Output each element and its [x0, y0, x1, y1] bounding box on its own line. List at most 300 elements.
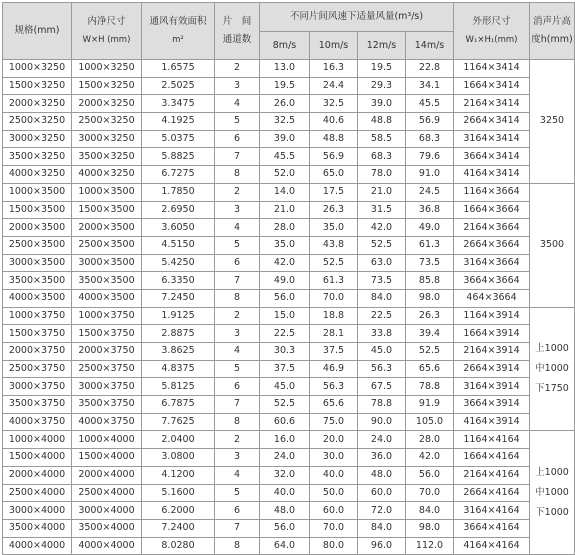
table-row: [3, 502, 575, 520]
cell-flow-12: 52.5: [358, 236, 406, 254]
cell-area: 2.8875: [142, 325, 215, 343]
cell-flow-10: 20.0: [310, 431, 358, 449]
table-row: [3, 289, 575, 307]
cell-blades: 2: [215, 60, 260, 78]
cell-spec: 3000×4000: [3, 502, 72, 520]
cell-area: 3.3475: [142, 95, 215, 113]
cell-flow-10: 35.0: [310, 219, 358, 237]
cell-height-group: [530, 60, 575, 184]
cell-inner-size: 4000×3250: [72, 166, 142, 184]
cell-blades: 5: [215, 360, 260, 378]
cell-inner-size: 3500×3250: [72, 148, 142, 166]
cell-flow-8: 64.0: [260, 537, 310, 555]
header-inner-size-sub: W×H (mm): [82, 35, 131, 45]
cell-spec: 3000×3250: [3, 130, 72, 148]
table-row: [3, 484, 575, 502]
cell-flow-14: 56.0: [406, 466, 454, 484]
cell-spec: 2000×3500: [3, 219, 72, 237]
cell-area: 5.8825: [142, 148, 215, 166]
cell-spec: 4000×3250: [3, 166, 72, 184]
cell-inner-size: 3500×3750: [72, 396, 142, 414]
cell-area: 4.1200: [142, 466, 215, 484]
cell-area: 6.7875: [142, 396, 215, 414]
header-outer-size-sub: W₁×H₁(mm): [465, 35, 518, 45]
cell-blades: 6: [215, 502, 260, 520]
cell-flow-12: 48.8: [358, 113, 406, 131]
cell-flow-12: 72.0: [358, 502, 406, 520]
cell-flow-12: 96.0: [358, 537, 406, 555]
table-row: [3, 60, 575, 78]
cell-flow-10: 70.0: [310, 519, 358, 537]
header-speed-10: 10m/s: [310, 32, 358, 60]
header-speed-8: 8m/s: [260, 32, 310, 60]
cell-flow-12: 68.3: [358, 148, 406, 166]
cell-area: 6.7275: [142, 166, 215, 184]
cell-spec: 4000×3500: [3, 289, 72, 307]
cell-flow-10: 52.5: [310, 254, 358, 272]
cell-flow-14: 68.3: [406, 130, 454, 148]
cell-inner-size: 1500×3250: [72, 77, 142, 95]
cell-area: 1.7850: [142, 183, 215, 201]
cell-flow-12: 22.5: [358, 307, 406, 325]
cell-flow-10: 65.0: [310, 166, 358, 184]
cell-spec: 2500×3500: [3, 236, 72, 254]
cell-outer-size: 3164×4164: [454, 502, 530, 520]
cell-inner-size: 3000×4000: [72, 502, 142, 520]
cell-flow-8: 45.5: [260, 148, 310, 166]
cell-flow-14: 112.0: [406, 537, 454, 555]
cell-flow-14: 61.3: [406, 236, 454, 254]
cell-flow-14: 22.8: [406, 60, 454, 78]
cell-flow-8: 19.5: [260, 77, 310, 95]
cell-flow-8: 52.5: [260, 396, 310, 414]
cell-flow-12: 84.0: [358, 289, 406, 307]
cell-area: 4.1925: [142, 113, 215, 131]
table-row: [3, 378, 575, 396]
cell-flow-12: 63.0: [358, 254, 406, 272]
cell-spec: 3000×3500: [3, 254, 72, 272]
cell-inner-size: 4000×4000: [72, 537, 142, 555]
cell-flow-10: 65.6: [310, 396, 358, 414]
cell-blades: 8: [215, 166, 260, 184]
cell-area: 4.5150: [142, 236, 215, 254]
cell-height-group: [530, 431, 575, 555]
cell-flow-12: 39.0: [358, 95, 406, 113]
cell-flow-10: 40.6: [310, 113, 358, 131]
cell-inner-size: 2000×3250: [72, 95, 142, 113]
cell-flow-12: 45.0: [358, 343, 406, 361]
cell-flow-12: 84.0: [358, 519, 406, 537]
cell-outer-size: 3164×3664: [454, 254, 530, 272]
cell-outer-size: 2164×3664: [454, 219, 530, 237]
cell-flow-14: 79.6: [406, 148, 454, 166]
cell-outer-size: 464×3664: [454, 289, 530, 307]
cell-outer-size: 3164×3914: [454, 378, 530, 396]
height-line: 下1750: [535, 383, 569, 395]
cell-area: 1.6575: [142, 60, 215, 78]
cell-spec: 2500×3250: [3, 113, 72, 131]
cell-spec: 2000×3250: [3, 95, 72, 113]
cell-flow-10: 61.3: [310, 272, 358, 290]
cell-blades: 4: [215, 343, 260, 361]
cell-blades: 7: [215, 272, 260, 290]
cell-flow-10: 24.4: [310, 77, 358, 95]
cell-flow-12: 36.0: [358, 449, 406, 467]
cell-outer-size: 1664×3664: [454, 201, 530, 219]
cell-area: 2.0400: [142, 431, 215, 449]
cell-outer-size: 4164×3414: [454, 166, 530, 184]
header-blades-label: 片 间: [222, 16, 252, 27]
cell-flow-8: 30.3: [260, 343, 310, 361]
table-row: [3, 519, 575, 537]
cell-area: 7.2450: [142, 289, 215, 307]
cell-blades: 2: [215, 431, 260, 449]
cell-inner-size: 1500×3500: [72, 201, 142, 219]
header-height-sub: 度h(mm): [531, 34, 573, 45]
cell-spec: 1500×3500: [3, 201, 72, 219]
cell-flow-14: 52.5: [406, 343, 454, 361]
cell-flow-10: 30.0: [310, 449, 358, 467]
cell-flow-14: 49.0: [406, 219, 454, 237]
cell-flow-8: 48.0: [260, 502, 310, 520]
cell-outer-size: 2164×4164: [454, 466, 530, 484]
cell-spec: 1500×4000: [3, 449, 72, 467]
height-line: 下1000: [535, 506, 569, 518]
cell-flow-8: 16.0: [260, 431, 310, 449]
cell-inner-size: 1000×3750: [72, 307, 142, 325]
cell-outer-size: 1164×3414: [454, 60, 530, 78]
cell-flow-8: 56.0: [260, 519, 310, 537]
cell-area: 5.0375: [142, 130, 215, 148]
cell-blades: 2: [215, 183, 260, 201]
cell-spec: 3500×3500: [3, 272, 72, 290]
cell-flow-10: 80.0: [310, 537, 358, 555]
cell-outer-size: 2164×3914: [454, 343, 530, 361]
cell-flow-8: 39.0: [260, 130, 310, 148]
cell-blades: 3: [215, 325, 260, 343]
cell-outer-size: 2664×3414: [454, 113, 530, 131]
cell-flow-8: 45.0: [260, 378, 310, 396]
cell-flow-10: 56.9: [310, 148, 358, 166]
cell-area: 1.9125: [142, 307, 215, 325]
cell-spec: 1000×4000: [3, 431, 72, 449]
cell-blades: 6: [215, 254, 260, 272]
table-body: [3, 60, 575, 555]
table-row: [3, 360, 575, 378]
table-row: [3, 95, 575, 113]
cell-flow-14: 36.8: [406, 201, 454, 219]
cell-flow-12: 90.0: [358, 413, 406, 431]
table-row: [3, 396, 575, 414]
cell-spec: 3500×4000: [3, 519, 72, 537]
cell-flow-8: 40.0: [260, 484, 310, 502]
header-area-unit: m²: [172, 35, 184, 45]
cell-area: 5.4250: [142, 254, 215, 272]
cell-area: 2.6950: [142, 201, 215, 219]
cell-spec: 1500×3250: [3, 77, 72, 95]
cell-spec: 2500×3750: [3, 360, 72, 378]
cell-flow-8: 24.0: [260, 449, 310, 467]
cell-flow-14: 105.0: [406, 413, 454, 431]
cell-blades: 7: [215, 396, 260, 414]
cell-area: 4.8375: [142, 360, 215, 378]
cell-flow-12: 48.0: [358, 466, 406, 484]
height-line: 中1000: [535, 363, 569, 375]
spec-table: [2, 2, 575, 555]
cell-outer-size: 3664×4164: [454, 519, 530, 537]
cell-flow-8: 37.5: [260, 360, 310, 378]
cell-outer-size: 3164×3414: [454, 130, 530, 148]
cell-outer-size: 1664×3914: [454, 325, 530, 343]
cell-flow-8: 56.0: [260, 289, 310, 307]
cell-area: 8.0280: [142, 537, 215, 555]
cell-flow-14: 98.0: [406, 289, 454, 307]
cell-flow-14: 65.6: [406, 360, 454, 378]
cell-flow-14: 70.0: [406, 484, 454, 502]
cell-flow-14: 56.9: [406, 113, 454, 131]
cell-spec: 3500×3250: [3, 148, 72, 166]
header-speed-12: 12m/s: [358, 32, 406, 60]
cell-flow-14: 24.5: [406, 183, 454, 201]
cell-inner-size: 4000×3500: [72, 289, 142, 307]
cell-area: 7.7625: [142, 413, 215, 431]
cell-blades: 3: [215, 449, 260, 467]
cell-flow-14: 84.0: [406, 502, 454, 520]
cell-flow-10: 50.0: [310, 484, 358, 502]
cell-flow-12: 33.8: [358, 325, 406, 343]
cell-flow-10: 32.5: [310, 95, 358, 113]
cell-flow-14: 78.8: [406, 378, 454, 396]
cell-flow-10: 40.0: [310, 466, 358, 484]
cell-flow-12: 19.5: [358, 60, 406, 78]
cell-inner-size: 3000×3250: [72, 130, 142, 148]
cell-flow-10: 48.8: [310, 130, 358, 148]
cell-area: 6.3350: [142, 272, 215, 290]
table-row: [3, 236, 575, 254]
cell-outer-size: 2164×3414: [454, 95, 530, 113]
table-row: [3, 307, 575, 325]
table-row: [3, 130, 575, 148]
cell-inner-size: 2000×3500: [72, 219, 142, 237]
header-spec: [3, 3, 72, 60]
cell-flow-10: 75.0: [310, 413, 358, 431]
table-row: [3, 466, 575, 484]
table-row: [3, 148, 575, 166]
table-row: [3, 431, 575, 449]
cell-flow-8: 35.0: [260, 236, 310, 254]
cell-outer-size: 3664×3914: [454, 396, 530, 414]
header-area-label: 通风有效面积: [149, 16, 207, 27]
cell-flow-8: 21.0: [260, 201, 310, 219]
cell-inner-size: 1000×3500: [72, 183, 142, 201]
cell-spec: 4000×3750: [3, 413, 72, 431]
header-outer-size-label: 外形尺寸: [472, 16, 511, 27]
height-line: 中1000: [535, 486, 569, 498]
height-line: 3500: [539, 239, 565, 251]
cell-outer-size: 1164×4164: [454, 431, 530, 449]
cell-flow-10: 18.8: [310, 307, 358, 325]
cell-area: 7.2400: [142, 519, 215, 537]
cell-inner-size: 1000×4000: [72, 431, 142, 449]
height-line: 上1000: [535, 343, 569, 355]
cell-outer-size: 4164×3914: [454, 413, 530, 431]
cell-outer-size: 2664×4164: [454, 484, 530, 502]
cell-flow-12: 21.0: [358, 183, 406, 201]
cell-height-group: [530, 307, 575, 431]
cell-blades: 7: [215, 519, 260, 537]
cell-flow-14: 28.0: [406, 431, 454, 449]
header-speed-14: 14m/s: [406, 32, 454, 60]
cell-flow-8: 15.0: [260, 307, 310, 325]
header-airflow-group: [260, 3, 454, 32]
cell-inner-size: 2500×3500: [72, 236, 142, 254]
cell-flow-12: 60.0: [358, 484, 406, 502]
cell-flow-8: 60.6: [260, 413, 310, 431]
cell-flow-8: 28.0: [260, 219, 310, 237]
table-row: [3, 254, 575, 272]
cell-spec: 2000×4000: [3, 466, 72, 484]
cell-flow-8: 32.5: [260, 113, 310, 131]
table-row: [3, 113, 575, 131]
header-inner-size-label: 内净尺寸: [87, 16, 126, 27]
cell-flow-12: 73.5: [358, 272, 406, 290]
cell-height-group: [530, 183, 575, 307]
cell-flow-14: 73.5: [406, 254, 454, 272]
cell-flow-14: 91.0: [406, 166, 454, 184]
cell-inner-size: 1500×4000: [72, 449, 142, 467]
cell-blades: 5: [215, 113, 260, 131]
header-airflow-label: 不同片间风速下适量风量(m³/s): [289, 11, 424, 22]
table-row: [3, 77, 575, 95]
cell-blades: 4: [215, 219, 260, 237]
cell-area: 6.2000: [142, 502, 215, 520]
cell-blades: 3: [215, 201, 260, 219]
cell-spec: 3500×3750: [3, 396, 72, 414]
cell-outer-size: 1664×4164: [454, 449, 530, 467]
cell-inner-size: 3000×3750: [72, 378, 142, 396]
cell-flow-8: 22.5: [260, 325, 310, 343]
cell-flow-12: 56.3: [358, 360, 406, 378]
cell-flow-14: 91.9: [406, 396, 454, 414]
cell-outer-size: 1164×3914: [454, 307, 530, 325]
cell-flow-14: 85.8: [406, 272, 454, 290]
cell-outer-size: 4164×4164: [454, 537, 530, 555]
cell-area: 3.8625: [142, 343, 215, 361]
cell-flow-8: 49.0: [260, 272, 310, 290]
cell-spec: 1500×3750: [3, 325, 72, 343]
cell-spec: 1000×3750: [3, 307, 72, 325]
cell-flow-12: 78.8: [358, 396, 406, 414]
cell-flow-12: 31.5: [358, 201, 406, 219]
cell-flow-10: 16.3: [310, 60, 358, 78]
table-row: [3, 201, 575, 219]
cell-flow-12: 58.5: [358, 130, 406, 148]
cell-inner-size: 2500×3250: [72, 113, 142, 131]
header-height-label: 消声片高: [533, 16, 572, 27]
cell-flow-14: 34.1: [406, 77, 454, 95]
cell-flow-8: 32.0: [260, 466, 310, 484]
cell-blades: 6: [215, 378, 260, 396]
cell-outer-size: 2664×3914: [454, 360, 530, 378]
cell-flow-10: 17.5: [310, 183, 358, 201]
table-row: [3, 343, 575, 361]
header-inner-size: [72, 3, 142, 60]
cell-blades: 5: [215, 236, 260, 254]
cell-area: 3.6050: [142, 219, 215, 237]
cell-flow-12: 29.3: [358, 77, 406, 95]
cell-inner-size: 3500×4000: [72, 519, 142, 537]
cell-flow-8: 13.0: [260, 60, 310, 78]
cell-flow-8: 42.0: [260, 254, 310, 272]
cell-area: 2.5025: [142, 77, 215, 95]
cell-flow-14: 98.0: [406, 519, 454, 537]
cell-blades: 4: [215, 466, 260, 484]
cell-flow-10: 46.9: [310, 360, 358, 378]
cell-blades: 8: [215, 289, 260, 307]
cell-outer-size: 3664×3664: [454, 272, 530, 290]
cell-blades: 5: [215, 484, 260, 502]
cell-inner-size: 3000×3500: [72, 254, 142, 272]
height-line: 3250: [539, 115, 565, 127]
cell-inner-size: 1000×3250: [72, 60, 142, 78]
cell-spec: 1000×3250: [3, 60, 72, 78]
cell-flow-14: 26.3: [406, 307, 454, 325]
cell-area: 5.8125: [142, 378, 215, 396]
cell-flow-10: 60.0: [310, 502, 358, 520]
cell-flow-12: 67.5: [358, 378, 406, 396]
cell-spec: 2000×3750: [3, 343, 72, 361]
cell-inner-size: 3500×3500: [72, 272, 142, 290]
cell-flow-10: 28.1: [310, 325, 358, 343]
cell-blades: 6: [215, 130, 260, 148]
table-row: [3, 272, 575, 290]
cell-blades: 7: [215, 148, 260, 166]
cell-spec: 3000×3750: [3, 378, 72, 396]
cell-blades: 8: [215, 413, 260, 431]
cell-spec: 2500×4000: [3, 484, 72, 502]
cell-flow-10: 37.5: [310, 343, 358, 361]
header-area: [142, 3, 215, 60]
cell-spec: 4000×4000: [3, 537, 72, 555]
cell-outer-size: 1164×3664: [454, 183, 530, 201]
cell-inner-size: 2000×4000: [72, 466, 142, 484]
cell-outer-size: 1664×3414: [454, 77, 530, 95]
cell-outer-size: 2664×3664: [454, 236, 530, 254]
cell-inner-size: 2500×3750: [72, 360, 142, 378]
cell-flow-8: 14.0: [260, 183, 310, 201]
cell-flow-10: 70.0: [310, 289, 358, 307]
height-line: 上1000: [535, 466, 569, 478]
cell-spec: 1000×3500: [3, 183, 72, 201]
cell-flow-12: 42.0: [358, 219, 406, 237]
header-spec-label: 规格(mm): [14, 25, 60, 36]
cell-flow-12: 24.0: [358, 431, 406, 449]
cell-area: 5.1600: [142, 484, 215, 502]
table-row: [3, 325, 575, 343]
cell-flow-8: 26.0: [260, 95, 310, 113]
cell-inner-size: 2500×4000: [72, 484, 142, 502]
cell-flow-14: 45.5: [406, 95, 454, 113]
header-blades: [215, 3, 260, 60]
cell-outer-size: 3664×3414: [454, 148, 530, 166]
cell-inner-size: 1500×3750: [72, 325, 142, 343]
table-row: [3, 413, 575, 431]
table-row: [3, 183, 575, 201]
cell-flow-14: 42.0: [406, 449, 454, 467]
cell-blades: 8: [215, 537, 260, 555]
cell-blades: 2: [215, 307, 260, 325]
cell-flow-10: 26.3: [310, 201, 358, 219]
